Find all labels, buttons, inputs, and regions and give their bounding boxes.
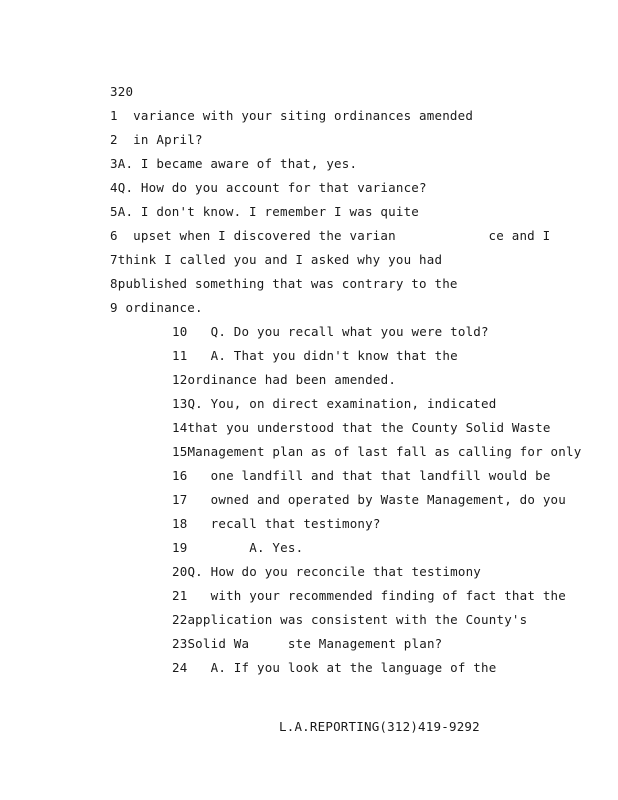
transcript-line: 22application was consistent with the County's (172, 612, 528, 627)
transcript-line: 9 ordinance. (110, 300, 203, 315)
transcript-line: 17 owned and operated by Waste Management, do you (172, 492, 567, 507)
transcript-line: 21 with your recommended finding of fact that the (172, 588, 567, 603)
transcript-line: 20Q. How do you reconcile that testimony (172, 564, 482, 579)
transcript-line: 1 variance with your siting ordinances amended (110, 108, 474, 123)
transcript-line: 18 recall that testimony? (172, 516, 381, 531)
transcript-line: 16 one landfill and that that landfill would be (172, 468, 551, 483)
transcript-line: 12ordinance had been amended. (172, 372, 397, 387)
transcript-line: 14that you understood that the County Solid Waste (172, 420, 551, 435)
transcript-line: 10 Q. Do you recall what you were told? (172, 324, 489, 339)
transcript-line: 11 A. That you didn't know that the (172, 348, 458, 363)
transcript-line: 8published something that was contrary to the (110, 276, 458, 291)
transcript-line: 2 in April? (110, 132, 203, 147)
transcript-line: 5A. I don't know. I remember I was quite (110, 204, 420, 219)
transcript-line: 4Q. How do you account for that variance? (110, 180, 427, 195)
transcript-line: 23Solid Wa ste Management plan? (172, 636, 443, 651)
page-number: 320 (110, 84, 134, 99)
transcript-line: 19 A. Yes. (172, 540, 304, 555)
transcript-line: 7think I called you and I asked why you had (110, 252, 443, 267)
transcript-line: 6 upset when I discovered the varian ce and I (110, 228, 551, 243)
transcript-line: 24 A. If you look at the language of the (172, 660, 497, 675)
transcript-line: 15Management plan as of last fall as calling for only (172, 444, 582, 459)
transcript-line: 3A. I became aware of that, yes. (110, 156, 358, 171)
page-footer: L.A.REPORTING(312)419-9292 (279, 719, 480, 734)
transcript-line: 13Q. You, on direct examination, indicated (172, 396, 497, 411)
